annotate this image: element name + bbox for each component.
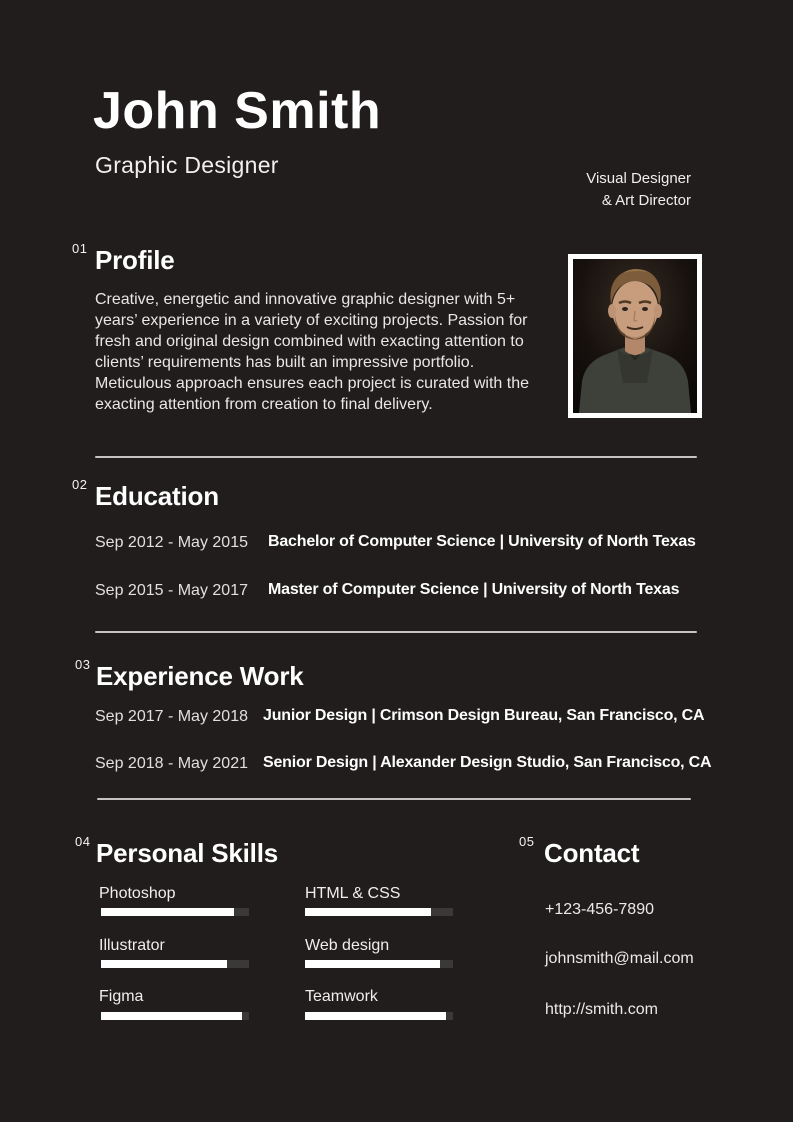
tagline-line-2: & Art Director xyxy=(601,191,691,209)
section-number-experience: 03 xyxy=(75,657,91,672)
skill-bar-fill xyxy=(305,1012,446,1020)
tagline xyxy=(586,168,691,211)
skill-label: HTML & CSS xyxy=(305,885,401,902)
section-heading-contact: Contact xyxy=(544,838,640,868)
skill-bar xyxy=(101,1012,249,1020)
skill-bar xyxy=(305,908,453,916)
skill-label: Photoshop xyxy=(99,885,176,902)
section-heading-education: Education xyxy=(95,481,219,511)
experience-description: Senior Design | Alexander Design Studio, San Francisco, CA xyxy=(263,754,712,771)
education-dates: Sep 2012 - May 2015 xyxy=(95,534,248,551)
contact-phone: +123-456-7890 xyxy=(545,901,654,918)
profile-summary: Creative, energetic and innovative graphic designer with 5+ years’ experience in a variety of exciting projects. Passion for fresh and original design combined with exacting attention to clients’ requirements has built an impressive portfolio. Meticulous approach ensures each project is curated with the exacting attention from creation to final delivery. xyxy=(95,291,530,413)
divider xyxy=(95,631,697,633)
section-heading-experience: Experience Work xyxy=(96,661,304,691)
skill-bar-fill xyxy=(305,908,431,916)
portrait-illustration xyxy=(573,259,697,413)
skill-label: Web design xyxy=(305,937,390,954)
section-number-education: 02 xyxy=(72,477,88,492)
tagline-line-1: Visual Designer xyxy=(586,170,691,187)
section-heading-profile: Profile xyxy=(95,245,175,275)
education-description: Bachelor of Computer Science | University of North Texas xyxy=(268,533,696,550)
skill-label: Illustrator xyxy=(99,937,165,954)
education-description: Master of Computer Science | University of North Texas xyxy=(268,581,680,598)
divider xyxy=(95,456,697,458)
job-title: Graphic Designer xyxy=(95,152,279,178)
section-number-profile: 01 xyxy=(72,241,88,256)
education-dates: Sep 2015 - May 2017 xyxy=(95,582,248,599)
name-heading: John Smith xyxy=(93,82,382,140)
skill-bar xyxy=(305,1012,453,1020)
section-heading-skills: Personal Skills xyxy=(96,838,278,868)
skill-bar xyxy=(101,908,249,916)
skill-label: Figma xyxy=(99,988,144,1005)
experience-dates: Sep 2017 - May 2018 xyxy=(95,708,248,725)
section-number-contact: 05 xyxy=(519,834,535,849)
profile-photo xyxy=(568,254,702,418)
section-number-skills: 04 xyxy=(75,834,91,849)
skill-bar-fill xyxy=(305,960,440,968)
divider xyxy=(97,798,691,800)
contact-website: http://smith.com xyxy=(545,1001,658,1018)
experience-dates: Sep 2018 - May 2021 xyxy=(95,755,248,772)
contact-email: johnsmith@mail.com xyxy=(545,950,694,967)
skill-bar xyxy=(305,960,453,968)
skill-bar-fill xyxy=(101,1012,242,1020)
experience-description: Junior Design | Crimson Design Bureau, San Francisco, CA xyxy=(263,707,705,724)
skill-bar xyxy=(101,960,249,968)
skill-bar-fill xyxy=(101,908,234,916)
skill-label: Teamwork xyxy=(305,988,378,1005)
skill-bar-fill xyxy=(101,960,227,968)
